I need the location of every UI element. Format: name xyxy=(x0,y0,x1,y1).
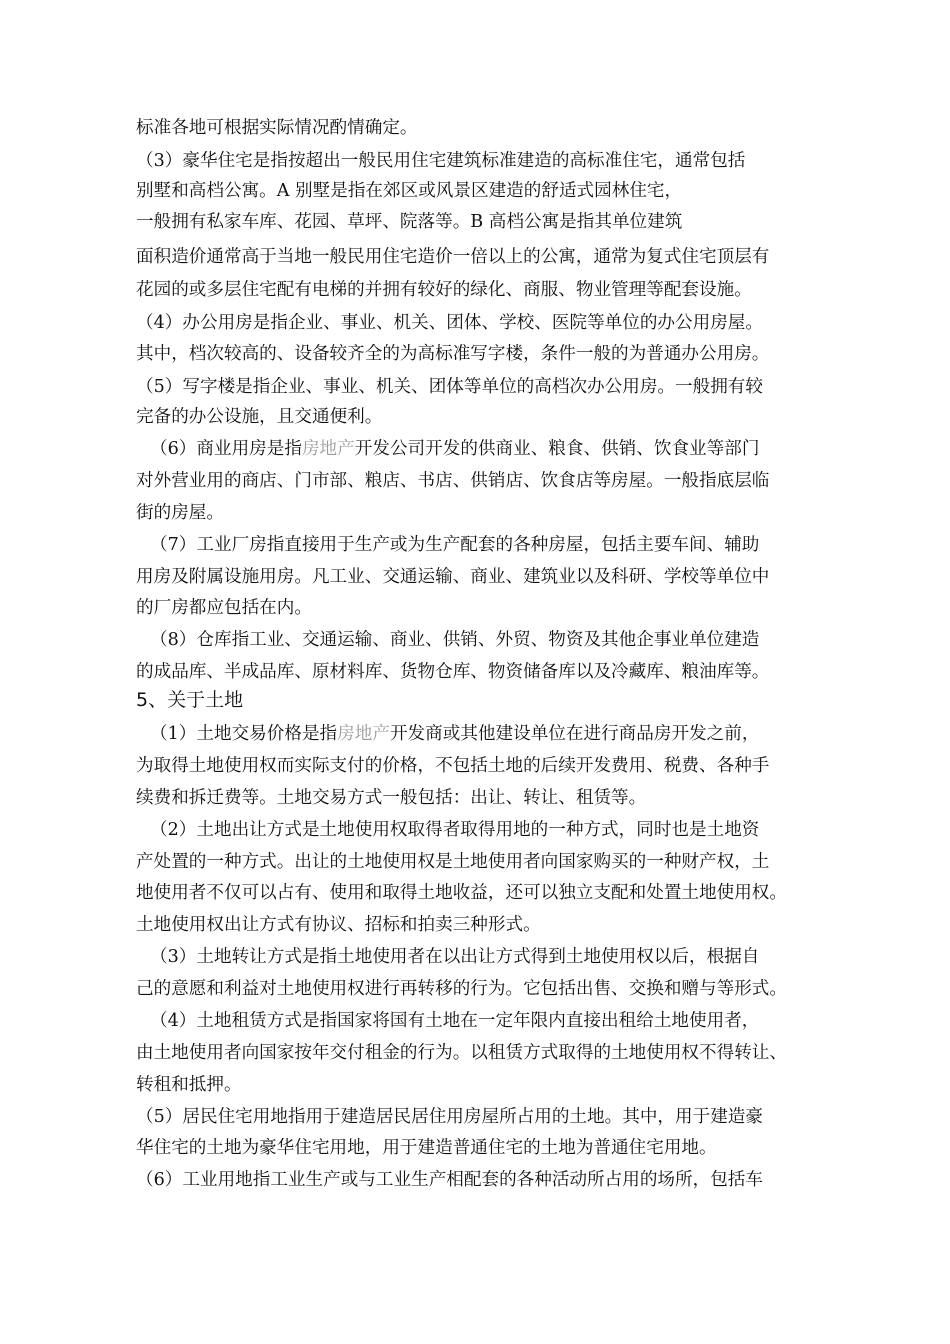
text-line: 的厂房都应包括在内。 xyxy=(136,598,312,618)
text-line: （5）居民住宅用地指用于建造居民居住用房屋所占用的土地。其中，用于建造豪 xyxy=(136,1107,763,1127)
text-line: （3）土地转让方式是指土地使用者在以出让方式得到土地使用权以后，根据自 xyxy=(150,947,760,967)
text-line: 的成品库、半成品库、原材料库、货物仓库、物资储备库以及冷藏库、粮油库等。 xyxy=(136,662,770,682)
real-estate-link[interactable]: 房地产 xyxy=(337,724,390,744)
real-estate-link[interactable]: 房地产 xyxy=(301,439,355,459)
text-line xyxy=(150,438,759,460)
text-line: 面积造价通常高于当地一般民用住宅造价一倍以上的公寓，通常为复式住宅顶层有 xyxy=(136,247,770,267)
text-line: （7）工业厂房指直接用于生产或为生产配套的各种房屋，包括主要车间、辅助 xyxy=(150,535,760,555)
text-line: 为取得土地使用权而实际支付的价格，不包括土地的后续开发费用、税费、各种手 xyxy=(136,756,770,776)
text-line: 产处置的一种方式。出让的土地使用权是土地使用者向国家购买的一种财产权，土 xyxy=(136,852,770,872)
text-line: 花园的或多层住宅配有电梯的并拥有较好的绿化、商服、物业管理等配套设施。 xyxy=(136,280,752,300)
text-line: 土地使用权出让方式有协议、招标和拍卖三种形式。 xyxy=(136,915,541,935)
text-line xyxy=(150,723,759,745)
text-line: 完备的办公设施，且交通便利。 xyxy=(136,407,383,427)
text-line: （3）豪华住宅是指按超出一般民用住宅建筑标准建造的高标准住宅，通常包括 xyxy=(136,151,746,171)
text-line: （6）工业用地指工业生产或与工业生产相配套的各种活动所占用的场所，包括车 xyxy=(136,1170,763,1190)
text-fragment: 开发商或其他建设单位在进行商品房开发之前， xyxy=(389,724,760,744)
text-fragment: （1）土地交易价格是指 xyxy=(150,724,338,744)
text-line: （8）仓库指工业、交通运输、商业、供销、外贸、物资及其他企事业单位建造 xyxy=(150,630,760,650)
text-line: （4）办公用房是指企业、事业、机关、团体、学校、医院等单位的办公用房屋。 xyxy=(136,313,763,333)
text-line: 标准各地可根据实际情况酌情确定。 xyxy=(136,118,418,138)
text-line: （5）写字楼是指企业、事业、机关、团体等单位的高档次办公用房。一般拥有较 xyxy=(136,377,763,397)
text-fragment: （6）商业用房是指 xyxy=(150,439,302,459)
text-line: 一般拥有私家车库、花园、草坪、院落等。B 高档公寓是指其单位建筑 xyxy=(136,212,683,232)
text-line: 对外营业用的商店、门市部、粮店、书店、供销店、饮食店等房屋。一般指底层临 xyxy=(136,471,770,491)
text-line: 其中，档次较高的、设备较齐全的为高标准写字楼，条件一般的为普通办公用房。 xyxy=(136,344,770,364)
text-fragment: 开发公司开发的供商业、粮食、供销、饮食业等部门 xyxy=(354,439,760,459)
text-line: 由土地使用者向国家按年交付租金的行为。以租赁方式取得的土地使用权不得转让、 xyxy=(136,1043,787,1063)
section-heading: 5、关于土地 xyxy=(136,689,244,711)
text-line: 续费和拆迁费等。土地交易方式一般包括：出让、转让、租赁等。 xyxy=(136,788,647,808)
text-line: （4）土地租赁方式是指国家将国有土地在一定年限内直接出租给土地使用者， xyxy=(150,1011,760,1031)
text-line: 街的房屋。 xyxy=(136,503,224,523)
text-line: 用房及附属设施用房。凡工业、交通运输、商业、建筑业以及科研、学校等单位中 xyxy=(136,567,770,587)
text-line: 地使用者不仅可以占有、使用和取得土地收益，还可以独立支配和处置土地使用权。 xyxy=(136,883,787,903)
text-line: 华住宅的土地为豪华住宅用地，用于建造普通住宅的土地为普通住宅用地。 xyxy=(136,1138,717,1158)
text-line: （2）土地出让方式是土地使用权取得者取得用地的一种方式，同时也是土地资 xyxy=(150,820,760,840)
text-line: 己的意愿和利益对土地使用权进行再转移的行为。它包括出售、交换和赠与等形式。 xyxy=(136,979,787,999)
text-line: 别墅和高档公寓。A 别墅是指在郊区或风景区建造的舒适式园林住宅， xyxy=(136,181,683,201)
text-line: 转租和抵押。 xyxy=(136,1075,242,1095)
